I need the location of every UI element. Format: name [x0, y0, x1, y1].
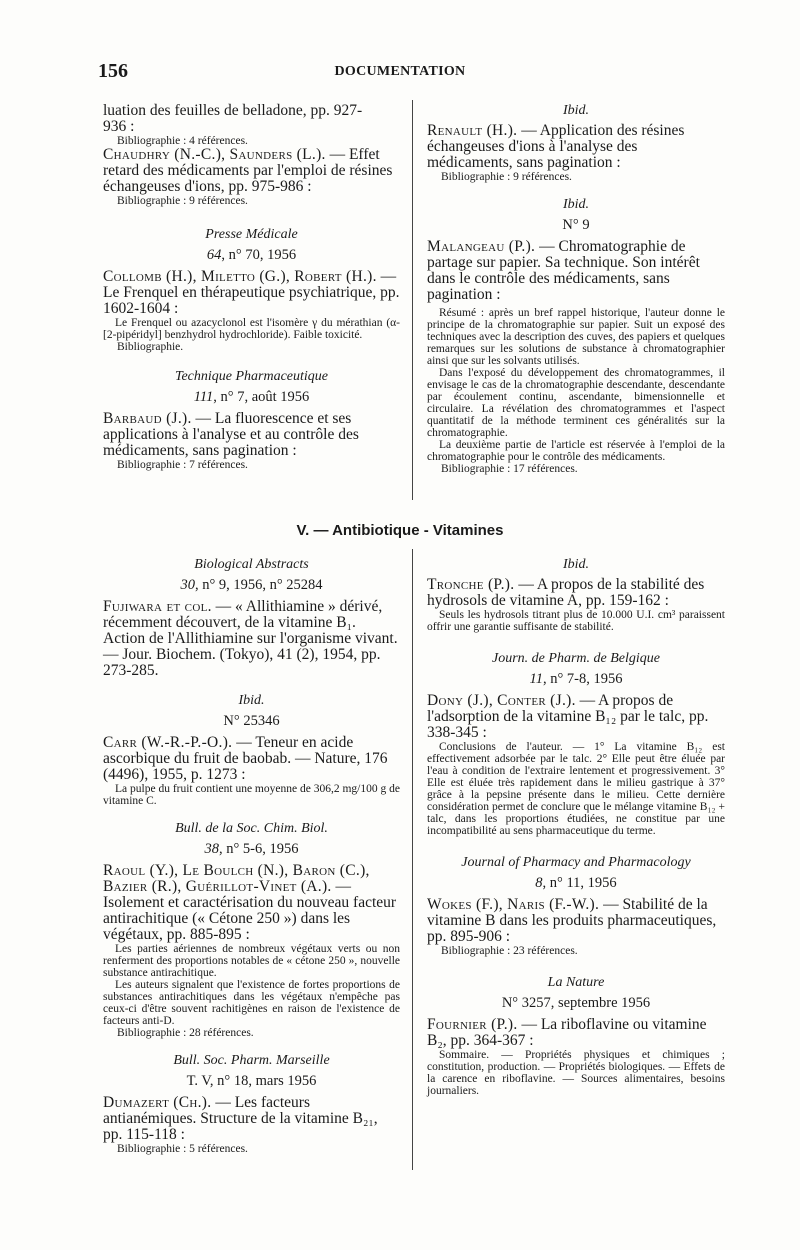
source-volume [103, 389, 400, 405]
entry-text: luation des feuilles de belladone, pp. 927- [103, 102, 363, 119]
entry-dumazert [103, 1095, 400, 1143]
source-journal: Presse Médicale [205, 227, 298, 242]
entry-authors: Barbaud (J.). [103, 410, 192, 427]
bibliography-note: Bibliographie : 23 références. [441, 945, 578, 957]
bibliography-note: Bibliographie : 4 références. [117, 135, 248, 147]
entry-summary: Dans l'exposé du développement des chromatogrammes, il envisage le cas de la chromatographie descendante, descendante par écoulement continu, ascendante, bimensionnelle et circulaire. La révélation des chromatogrammes et l'aspect quantitatif de la méthode terminent ces généralités sur la chromatographie. [427, 367, 725, 439]
entry-summary: Les auteurs signalent que l'existence de fortes proportions de substances antirachitiques dans les végétaux n'empêche pas ceux-ci d'être souvent rachitigènes en raison de l'existence de facteurs anti-D. [103, 979, 400, 1027]
source-journal: Biological Abstracts [194, 557, 309, 572]
entry-dony [427, 693, 725, 741]
entry-title: — Stabilité de la vitamine B dans les produits pharmaceutiques, pp. 895-906 : [427, 896, 717, 945]
source-volume [103, 841, 400, 857]
bibliography-note: Bibliographie. [117, 341, 184, 353]
right-column-bottom [427, 553, 725, 1097]
entry-authors: Fournier (P.). [427, 1016, 518, 1033]
entry-title: — Chromatographie de partage sur papier. Sa technique. Son intérêt dans le contrôle des médicaments, sans pagination : [427, 238, 700, 303]
source-journal: Bull. Soc. Pharm. Marseille [173, 1053, 330, 1068]
entry-title: — Application des résines échangeuses d'ions à l'analyse des médicaments, sans pagination : [427, 122, 685, 171]
bibliography-note: Bibliographie : 28 références. [117, 1027, 254, 1039]
source-journal: Ibid. [562, 103, 590, 118]
bibliography-note: Bibliographie : 9 références. [117, 195, 248, 207]
bibliography-note: Bibliographie : 9 références. [441, 171, 572, 183]
issue-number: , n° 7-8, 1956 [542, 671, 623, 687]
entry-authors: Wokes (F.), Naris (F.-W.). [427, 896, 600, 913]
entry-title: — La fluorescence et ses applications à l'analyse et au contrôle des médicaments, sans pagination : [103, 410, 359, 459]
entry-title: — « Allithiamine » dérivé, récemment découvert, de la vitamine B₁. Action de l'Allithiamine sur l'organisme vivant. — Jour. Biochem. (Tokyo), 41 (2), 1954, pp. 273-285. [103, 598, 398, 679]
entry-authors: Dony (J.), Conter (J.). [427, 692, 576, 709]
page-header [98, 60, 702, 84]
entry-malangeau [427, 239, 725, 303]
entry-tronche [427, 577, 725, 609]
source-journal: La Nature [547, 975, 605, 990]
source-volume [427, 671, 725, 687]
entry-summary: Sommaire. — Propriétés physiques et chimiques ; constitution, production. — Propriétés biologiques. — Effets de la carence en riboflavine. — Sources alimentaires, besoins journaliers. [427, 1049, 725, 1097]
bibliography-note: Bibliographie : 5 références. [117, 1143, 248, 1155]
entry-title: — Effet retard des médicaments par l'emploi de résines échangeuses d'ions, pp. 975-986 : [103, 146, 393, 195]
entry-authors: Dumazert (Ch.). [103, 1094, 212, 1111]
volume-number: 38 [204, 841, 219, 857]
entry-summary: Conclusions de l'auteur. — 1° La vitamine B₁₂ est effectivement adsorbée par le talc. 2° Elle peut être éluée par l'eau à condition de l'extraire lentement et progressivement. 3° Elle est éluée très rapidement dans le milieu gastrique à 37° grâce à la pepsine présente dans le milieu. Cette dernière considération permet de conclure que le mélange vitamine B₁₂ + talc, dans les proportions étudiées, ne constitue par une incompatibilité au sens pharmaceutique du terme. [427, 741, 725, 837]
column-divider-bottom [412, 549, 413, 1170]
entry-authors: Fujiwara et col. [103, 598, 212, 615]
entry-summary: La pulpe du fruit contient une moyenne de 306,2 mg/100 g de vitamine C. [103, 783, 400, 807]
left-column-bottom [103, 553, 400, 1155]
volume-number: 11 [529, 671, 543, 687]
source-journal: Journal of Pharmacy and Pharmacology [461, 855, 691, 870]
entry-authors: Renault (H.). [427, 122, 518, 139]
entry-summary: Les parties aériennes de nombreux végétaux verts ou non renferment des proportions notables de « cétone 250 », nouvelle substance antirachitique. [103, 943, 400, 979]
column-divider-top [412, 100, 413, 500]
right-column-top [427, 103, 725, 475]
entry-renault [427, 123, 725, 171]
volume-number: 64 [206, 247, 222, 263]
entry-summary: Le Frenquel ou azacyclonol est l'isomère γ du mérathian (α-[2-pipéridyl] benzhydrol hydrochloride). Faible toxicité. [103, 317, 400, 341]
source-volume [103, 247, 400, 263]
entry-fujiwara [103, 599, 400, 679]
source-journal: Ibid. [562, 557, 590, 572]
bibliography-note: Bibliographie : 7 références. [117, 459, 248, 471]
section-title-text: V. — Antibiotique - Vitamines [296, 522, 504, 539]
issue-number: , n° 70, 1956 [221, 247, 297, 263]
issue-number: , n° 9, 1956, n° 25284 [194, 577, 323, 593]
source-journal: Technique Pharmaceutique [174, 369, 329, 384]
left-column-top [103, 103, 400, 471]
source-issue: N° 25346 [223, 713, 280, 729]
entry-fournier [427, 1017, 725, 1049]
source-issue: N° 3257, septembre 1956 [501, 995, 651, 1011]
entry-continued [103, 103, 400, 135]
entry-authors: Tronche (P.). [427, 576, 515, 593]
source-journal: Bull. de la Soc. Chim. Biol. [175, 821, 328, 836]
source-issue: N° 9 [562, 217, 590, 233]
bibliography-note: Bibliographie : 17 références. [441, 463, 578, 475]
entry-wokes [427, 897, 725, 945]
entry-text: 936 : [103, 118, 135, 135]
volume-number: 111 [193, 389, 214, 405]
issue-number: , n° 7, août 1956 [213, 389, 310, 405]
volume-number: 30 [180, 577, 195, 593]
source-volume [427, 875, 725, 891]
source-issue: T. V, n° 18, mars 1956 [186, 1073, 317, 1089]
source-journal: Ibid. [562, 197, 590, 212]
entry-title: — A propos de l'adsorption de la vitamine B₁₂ par le talc, pp. 338-345 : [427, 692, 709, 741]
source-journal: Ibid. [238, 693, 265, 708]
source-journal: Journ. de Pharm. de Belgique [492, 651, 660, 666]
entry-raoul [103, 863, 400, 943]
entry-title: — Le Frenquel en thérapeutique psychiatrique, pp. 1602-1604 : [103, 268, 400, 317]
entry-title: — La riboflavine ou vitamine B₂, pp. 364-367 : [427, 1016, 707, 1049]
entry-authors: Chaudhry (N.-C.), Saunders (L.). [103, 146, 326, 163]
entry-authors: Malangeau (P.). [427, 238, 536, 255]
entry-collomb [103, 269, 400, 317]
issue-number: , n° 5-6, 1956 [218, 841, 299, 857]
volume-number: 8 [535, 875, 543, 891]
entry-barbaud [103, 411, 400, 459]
entry-authors: Raoul (Y.), Le Boulch (N.), Baron (C.), Bazier (R.), Guérillot-Vinet (A.). [103, 862, 370, 895]
entry-title: — Teneur en acide ascorbique du fruit de baobab. — Nature, 176 (4496), 1955, p. 1273 : [103, 734, 388, 783]
entry-title: — Isolement et caractérisation du nouveau facteur antirachitique (« Cétone 250 ») dans les végétaux, pp. 885-895 : [103, 878, 397, 943]
issue-number: , n° 11, 1956 [542, 875, 617, 891]
entry-authors: Collomb (H.), Miletto (G.), Robert (H.). [103, 268, 377, 285]
entry-summary: La deuxième partie de l'article est réservée à l'emploi de la chromatographie pour le contrôle des médicaments. [427, 439, 725, 463]
source-volume [103, 577, 400, 593]
entry-authors: Carr (W.-R.-P.-O.). [103, 734, 233, 751]
section-title [98, 522, 702, 540]
entry-title: — Les facteurs antianémiques. Structure de la vitamine B₂₁, pp. 115-118 : [103, 1094, 378, 1143]
page-number: 156 [98, 60, 128, 82]
entry-summary: Seuls les hydrosols titrant plus de 10.000 U.I. cm³ paraissent offrir une garantie suffisante de stabilité. [427, 609, 725, 633]
entry-carr [103, 735, 400, 783]
entry-chaudhry [103, 147, 400, 195]
entry-summary: Résumé : après un bref rappel historique, l'auteur donne le principe de la chromatographie sur papier. Suit un exposé des techniques avec la description des cuves, des papiers et quelques remarques sur les solutions de substance à chromatographier ainsi que sur les solvants utilisés. [427, 307, 725, 367]
running-head: DOCUMENTATION [334, 64, 466, 79]
entry-title: — A propos de la stabilité des hydrosols de vitamine A, pp. 159-162 : [427, 576, 705, 609]
